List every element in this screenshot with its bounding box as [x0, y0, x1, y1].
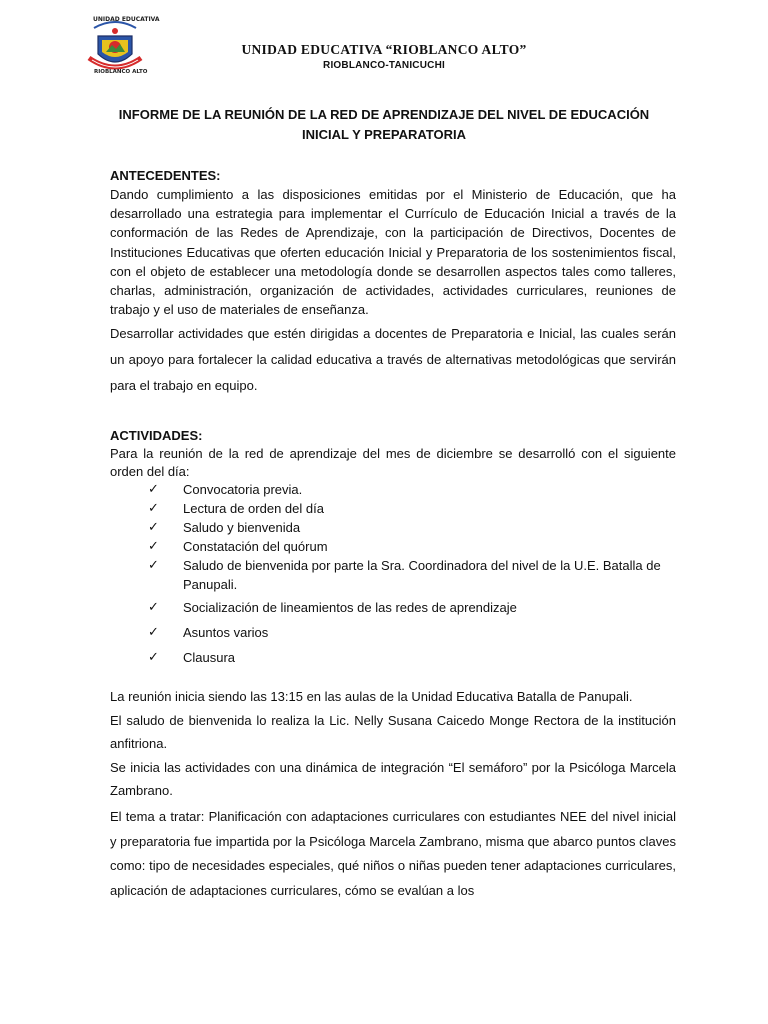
agenda-item-text: Convocatoria previa.: [183, 482, 303, 497]
agenda-item-text: Constatación del quórum: [183, 539, 328, 554]
actividades-intro: Para la reunión de la red de aprendizaje del mes de diciembre se desarrolló con el siguiente orden del día:: [110, 446, 676, 479]
antecedentes-paragraph-2: Desarrollar actividades que estén dirigidas a docentes de Preparatoria e Inicial, las cuales serán un apoyo para fortalecer la calidad educativa a través de alternativas metodológicas que servirán para el trabajo en equipo.: [110, 326, 676, 393]
list-item: [110, 499, 676, 518]
agenda-item-text: Socialización de lineamientos de las redes de aprendizaje: [183, 600, 517, 615]
check-icon: ✓: [148, 539, 159, 554]
check-icon: ✓: [148, 600, 159, 615]
list-item: [110, 598, 676, 617]
check-icon: ✓: [148, 482, 159, 497]
check-icon: ✓: [148, 625, 159, 640]
check-icon: ✓: [148, 520, 159, 535]
agenda-item-text: Saludo y bienvenida: [183, 520, 301, 535]
school-name: UNIDAD EDUCATIVA “RIOBLANCO ALTO”: [241, 42, 527, 57]
list-item: [110, 518, 676, 537]
desarrollo-paragraph-2: El saludo de bienvenida lo realiza la Lic. Nelly Susana Caicedo Monge Rectora de la institución anfitriona.: [110, 712, 676, 751]
desarrollo-paragraph-4: El tema a tratar: Planificación con adaptaciones curriculares con estudiantes NEE del nivel inicial y preparatoria fue impartida por la Psicóloga Marcela Zambrano, misma que abarco puntos claves como: tipo de necesidades especiales, qué niños o niñas pueden tener adaptaciones curriculares, aplicación de adaptaciones curriculares, cómo se evalúan a los: [110, 809, 676, 898]
list-item: [110, 623, 676, 642]
desarrollo-section: [110, 685, 676, 803]
agenda-item-text: Clausura: [183, 650, 236, 665]
agenda-item-text: Asuntos varios: [183, 625, 269, 640]
list-item: [110, 537, 676, 556]
antecedentes-paragraph-1: Dando cumplimiento a las disposiciones emitidas por el Ministerio de Educación, que ha desarrollado una estrategia para implementar el Currículo de Educación Inicial a través de la conformación de las Redes de Aprendizaje, con la participación de Directivos, Docentes de Instituciones Educativas que oferten educación Inicial y Preparatoria de los sostenimientos fiscal, con el objeto de establecer una metodología donde se desarrollen aspectos tales como talleres, charlas, administración, organización de actividades, actividades curriculares, reuniones de trabajo y el uso de materiales de enseñanza.: [110, 187, 676, 318]
logo-bottom-text: RIOBLANCO ALTO: [94, 69, 148, 75]
school-location: RIOBLANCO-TANICUCHI: [323, 60, 445, 71]
desarrollo-paragraph-1: La reunión inicia siendo las 13:15 en las aulas de la Unidad Educativa Batalla de Panupali.: [110, 689, 633, 704]
check-icon: ✓: [148, 650, 159, 665]
agenda-item-text: Saludo de bienvenida por parte la Sra. Coordinadora del nivel de la U.E. Batalla de Panupali.: [183, 558, 661, 592]
desarrollo-paragraph-3: Se inicia las actividades con una dinámica de integración “El semáforo” por la Psicóloga Marcela Zambrano.: [110, 759, 676, 798]
agenda-checklist: [110, 480, 676, 667]
list-item: [110, 480, 676, 499]
antecedentes-section: [110, 166, 676, 319]
agenda-item-text: Lectura de orden del día: [183, 501, 324, 516]
logo-top-text: UNIDAD EDUCATIVA: [93, 16, 160, 23]
check-icon: ✓: [148, 558, 159, 573]
report-title: INFORME DE LA REUNIÓN DE LA RED DE APRENDIZAJE DEL NIVEL DE EDUCACIÓN INICIAL Y PREPARATORIA: [118, 107, 650, 142]
list-item: [110, 648, 676, 667]
list-item: [110, 556, 676, 594]
actividades-section: [110, 427, 676, 481]
antecedentes-heading: ANTECEDENTES:: [110, 168, 221, 183]
actividades-heading: ACTIVIDADES:: [110, 428, 203, 443]
check-icon: ✓: [148, 501, 159, 516]
